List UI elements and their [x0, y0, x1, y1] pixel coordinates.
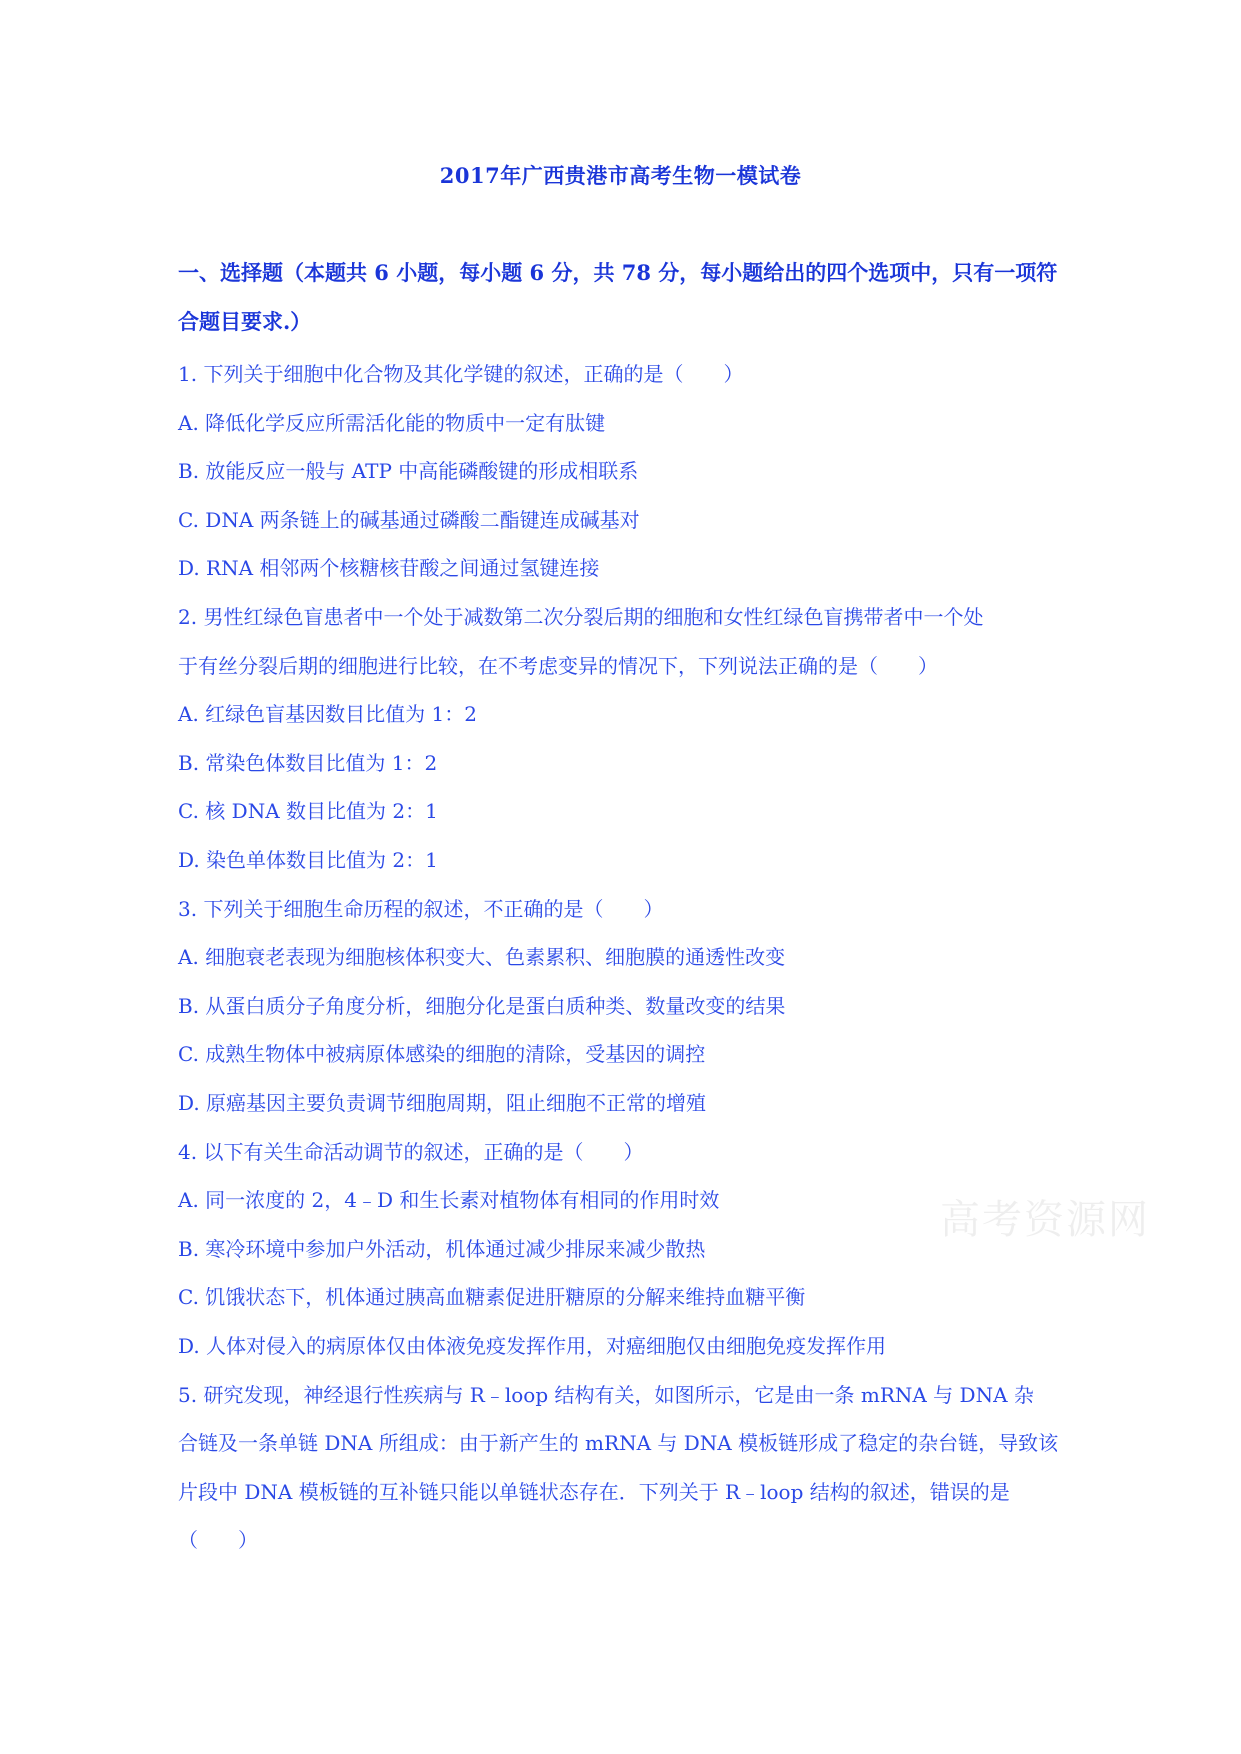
question-text-line: （ ） [178, 1528, 258, 1553]
answer-option: A. 同一浓度的 2，4﹣D 和生长素对植物体有相同的作用时效 [178, 1188, 720, 1213]
answer-option: B. 寒冷环境中参加户外活动，机体通过减少排尿来减少散热 [178, 1236, 706, 1261]
page-title: 2017年广西贵港市高考生物一模试卷 [439, 163, 802, 188]
answer-option: A. 红绿色盲基因数目比值为 1：2 [178, 702, 477, 727]
answer-option: D. RNA 相邻两个核糖核苷酸之间通过氢键连接 [178, 556, 600, 581]
answer-option: D. 原癌基因主要负责调节细胞周期，阻止细胞不正常的增殖 [178, 1091, 707, 1115]
answer-option: D. 人体对侵入的病原体仅由体液免疫发挥作用，对癌细胞仅由细胞免疫发挥作用 [178, 1334, 887, 1358]
section-heading-line-2: 合题目要求.） [178, 309, 312, 334]
question-text-line: 于有丝分裂后期的细胞进行比较，在不考虑变异的情况下，下列说法正确的是（ ） [178, 653, 938, 678]
answer-option: C. DNA 两条链上的碱基通过磷酸二酯键连成碱基对 [178, 507, 640, 532]
question-text-line: 1. 下列关于细胞中化合物及其化学键的叙述，正确的是（ ） [178, 362, 744, 386]
answer-option: C. 成熟生物体中被病原体感染的细胞的清除，受基因的调控 [178, 1042, 706, 1067]
answer-option: A. 细胞衰老表现为细胞核体积变大、色素累积、细胞膜的通透性改变 [178, 945, 786, 970]
section-heading-line-1: 一、选择题（本题共 6 小题，每小题 6 分，共 78 分，每小题给出的四个选项中，只有一项符 [178, 260, 1058, 285]
question-text-line: 3. 下列关于细胞生命历程的叙述，不正确的是（ ） [178, 896, 664, 921]
question-text-line: 2. 男性红绿色盲患者中一个处于减数第二次分裂后期的细胞和女性红绿色盲携带者中一个处 [178, 605, 984, 629]
answer-option: B. 放能反应一般与 ATP 中高能磷酸键的形成相联系 [178, 459, 639, 484]
answer-option: D. 染色单体数目比值为 2：1 [178, 848, 438, 872]
answer-option: A. 降低化学反应所需活化能的物质中一定有肽键 [178, 410, 606, 435]
question-text-line: 合链及一条单链 DNA 所组成：由于新产生的 mRNA 与 DNA 模板链形成了稳定的杂台链，导致该 [178, 1431, 1059, 1456]
question-text-line: 4. 以下有关生命活动调节的叙述，正确的是（ ） [178, 1139, 644, 1164]
answer-option: B. 常染色体数目比值为 1：2 [178, 750, 438, 775]
answer-option: C. 饥饿状态下，机体通过胰高血糖素促进肝糖原的分解来维持血糖平衡 [178, 1285, 806, 1310]
question-text-line: 片段中 DNA 模板链的互补链只能以单链状态存在．下列关于 R﹣loop 结构的叙述，错误的是 [178, 1479, 1010, 1504]
answer-option: B. 从蛋白质分子角度分析，细胞分化是蛋白质种类、数量改变的结果 [178, 993, 786, 1018]
watermark-logo: 高考资源网 [940, 1197, 1150, 1243]
section-heading [178, 248, 1078, 346]
question-text-line: 5. 研究发现，神经退行性疾病与 R﹣loop 结构有关，如图所示，它是由一条 mRNA 与 DNA 杂 [178, 1382, 1034, 1407]
answer-option: C. 核 DNA 数目比值为 2：1 [178, 799, 438, 824]
